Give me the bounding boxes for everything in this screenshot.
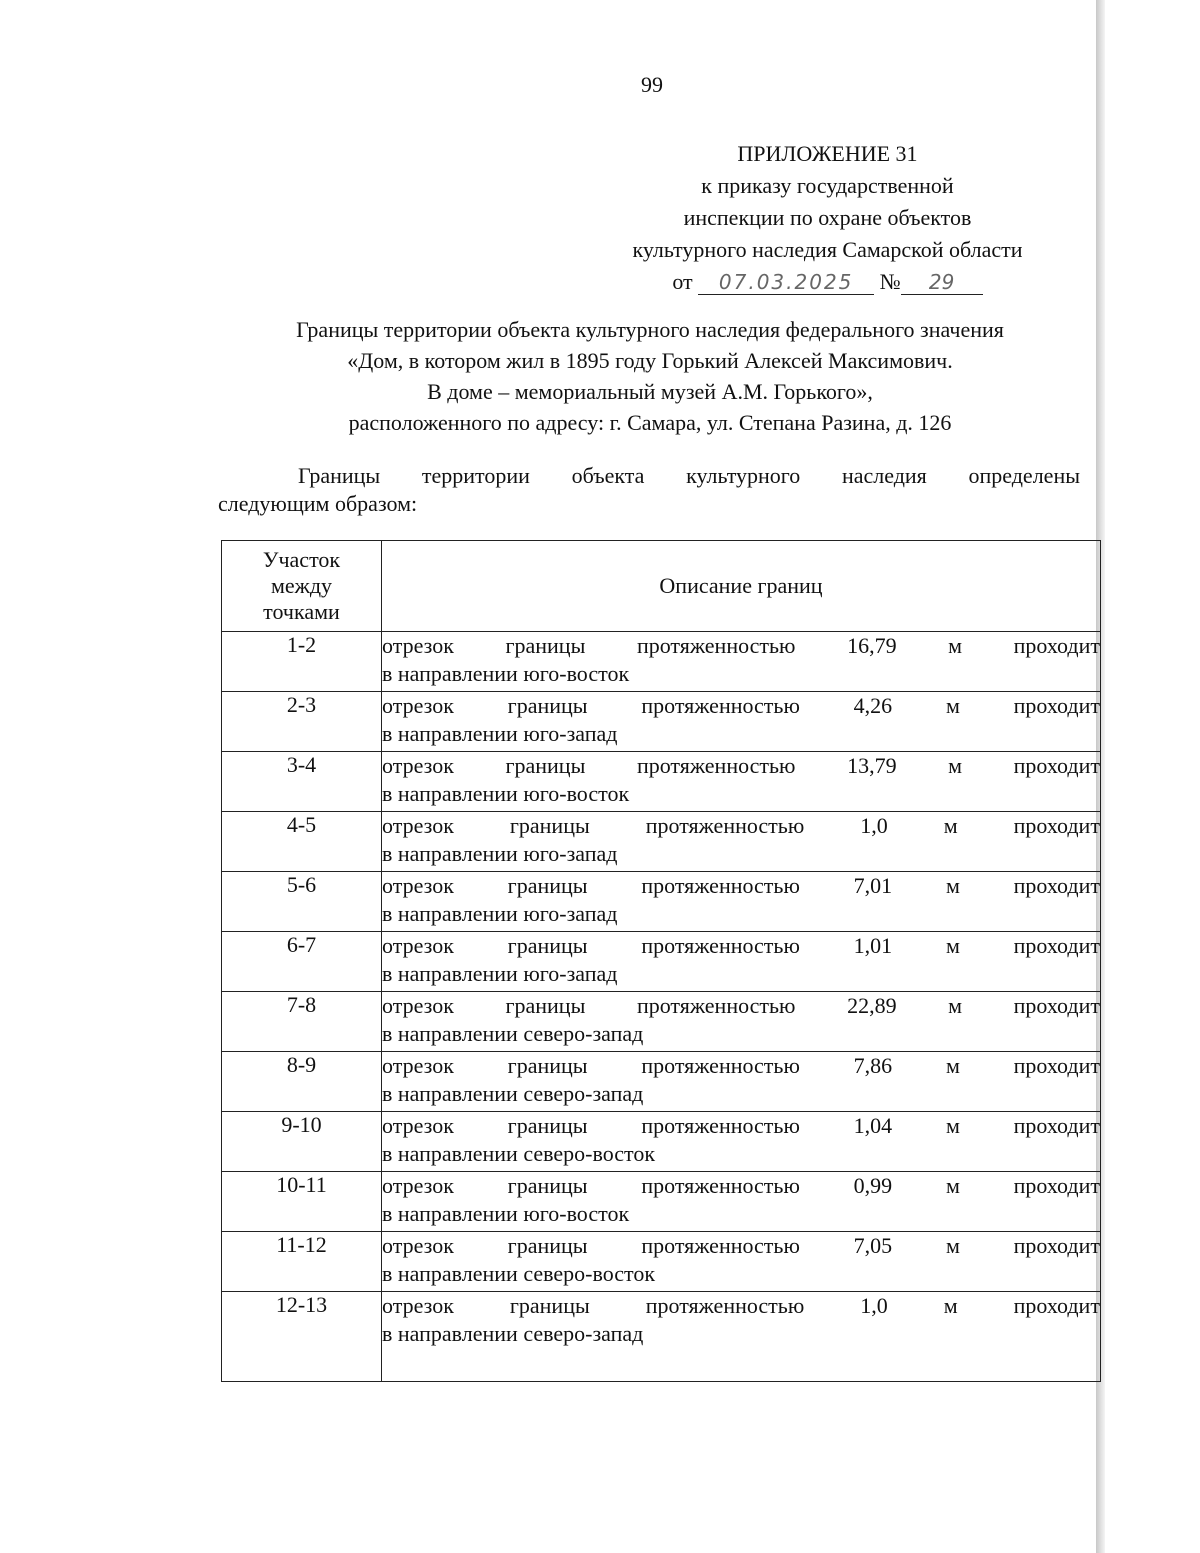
length-unit: м (945, 1113, 960, 1138)
direction-text: в направлении юго-запад (382, 841, 618, 866)
description-line-1 (382, 1292, 1100, 1320)
description-cell (382, 872, 1101, 932)
description-cell (382, 752, 1101, 812)
segment-cell: 11-12 (222, 1232, 382, 1292)
length-value: 1,0 (860, 813, 888, 838)
header-segment-line-2: между (270, 573, 333, 598)
direction-text: в направлении юго-запад (382, 721, 618, 746)
desc-word-border: границы (507, 1173, 588, 1198)
table-row (222, 632, 1101, 692)
desc-word-border: границы (507, 1113, 588, 1138)
title-line-3: В доме – мемориальный музей А.М. Горького», (427, 379, 873, 404)
desc-word-border: границы (507, 1233, 588, 1258)
length-unit: м (943, 813, 958, 838)
description-line-1 (382, 1112, 1100, 1140)
direction-text: в направлении северо-восток (382, 1261, 656, 1286)
description-line-1 (382, 992, 1100, 1020)
header-segment-line-1: Участок (262, 547, 341, 572)
direction-text: в направлении северо-запад (382, 1021, 644, 1046)
desc-word-segment: отрезок (382, 993, 454, 1018)
desc-word-segment: отрезок (382, 1173, 454, 1198)
table-row (222, 1052, 1101, 1112)
appendix-line-1: к приказу государственной (701, 173, 954, 198)
desc-word-length: протяженностью (636, 993, 796, 1018)
desc-word-passes: проходит (1013, 1053, 1100, 1078)
title-line-1: Границы территории объекта культурного наследия федерального значения (296, 317, 1004, 342)
description-line-1 (382, 932, 1100, 960)
appendix-line-3: культурного наследия Самарской области (632, 237, 1023, 262)
document-title (200, 314, 1100, 438)
length-value: 13,79 (847, 753, 897, 778)
intro-line-1: Границы территории объекта культурного наследия определены (298, 463, 1080, 488)
appendix-line-2: инспекции по охране объектов (683, 205, 972, 230)
length-value: 4,26 (853, 693, 893, 718)
desc-word-passes: проходит (1013, 1113, 1100, 1138)
order-date-line (590, 266, 1065, 298)
table-row (222, 992, 1101, 1052)
length-unit: м (945, 873, 960, 898)
description-cell (382, 932, 1101, 992)
length-unit: м (945, 693, 960, 718)
length-value: 1,04 (853, 1113, 893, 1138)
header-description: Описание границ (382, 541, 1101, 632)
description-cell (382, 1052, 1101, 1112)
title-line-4: расположенного по адресу: г. Самара, ул. Степана Разина, д. 126 (348, 410, 952, 435)
description-cell (382, 1172, 1101, 1232)
desc-word-passes: проходит (1013, 813, 1100, 838)
table-row (222, 872, 1101, 932)
desc-word-length: протяженностью (636, 753, 796, 778)
desc-word-segment: отрезок (382, 753, 454, 778)
desc-word-segment: отрезок (382, 693, 454, 718)
table-row (222, 1232, 1101, 1292)
desc-word-segment: отрезок (382, 1233, 454, 1258)
description-cell (382, 812, 1101, 872)
desc-word-border: границы (507, 873, 588, 898)
length-unit: м (945, 1173, 960, 1198)
length-unit: м (948, 993, 963, 1018)
header-segment-line-3: точками (263, 599, 340, 624)
table-row (222, 1292, 1101, 1382)
length-value: 7,01 (853, 873, 893, 898)
desc-word-border: границы (509, 1293, 590, 1318)
description-line-1 (382, 632, 1100, 660)
description-line-1 (382, 1232, 1100, 1260)
segment-cell: 10-11 (222, 1172, 382, 1232)
description-line-1 (382, 1172, 1100, 1200)
direction-text: в направлении северо-запад (382, 1321, 644, 1346)
boundary-table (221, 540, 1101, 1382)
desc-word-border: границы (505, 993, 586, 1018)
direction-text: в направлении юго-восток (382, 661, 630, 686)
number-prefix: № (879, 269, 901, 294)
desc-word-length: протяженностью (641, 1113, 800, 1138)
description-cell (382, 692, 1101, 752)
desc-word-passes: проходит (1013, 1173, 1100, 1198)
description-line-1 (382, 812, 1100, 840)
description-cell (382, 1232, 1101, 1292)
date-prefix: от (672, 269, 693, 294)
direction-text: в направлении юго-запад (382, 961, 618, 986)
desc-word-passes: проходит (1013, 993, 1100, 1018)
length-unit: м (945, 1053, 960, 1078)
desc-word-passes: проходит (1013, 1293, 1100, 1318)
desc-word-segment: отрезок (382, 1293, 454, 1318)
desc-word-border: границы (507, 933, 588, 958)
length-unit: м (948, 633, 963, 658)
length-unit: м (943, 1293, 958, 1318)
appendix-header (590, 138, 1065, 298)
page-number: 99 (641, 72, 663, 97)
segment-cell: 4-5 (222, 812, 382, 872)
direction-text: в направлении юго-восток (382, 1201, 630, 1226)
description-line-1 (382, 872, 1100, 900)
appendix-title: ПРИЛОЖЕНИЕ 31 (737, 141, 918, 166)
length-unit: м (945, 933, 960, 958)
desc-word-passes: проходит (1013, 1233, 1100, 1258)
desc-word-border: границы (507, 693, 588, 718)
table-header-row (222, 541, 1101, 632)
title-line-2: «Дом, в котором жил в 1895 году Горький Алексей Максимович. (347, 348, 953, 373)
segment-cell: 7-8 (222, 992, 382, 1052)
segment-cell: 9-10 (222, 1112, 382, 1172)
desc-word-segment: отрезок (382, 633, 454, 658)
direction-text: в направлении юго-запад (382, 901, 618, 926)
desc-word-segment: отрезок (382, 813, 454, 838)
table-row (222, 812, 1101, 872)
length-unit: м (948, 753, 963, 778)
desc-word-border: границы (505, 633, 586, 658)
desc-word-passes: проходит (1013, 753, 1100, 778)
desc-word-segment: отрезок (382, 873, 454, 898)
segment-cell: 8-9 (222, 1052, 382, 1112)
desc-word-segment: отрезок (382, 1053, 454, 1078)
length-value: 1,0 (860, 1293, 888, 1318)
desc-word-passes: проходит (1013, 633, 1100, 658)
desc-word-length: протяженностью (641, 693, 800, 718)
direction-text: в направлении юго-восток (382, 781, 630, 806)
desc-word-length: протяженностью (645, 813, 805, 838)
segment-cell: 3-4 (222, 752, 382, 812)
length-value: 22,89 (847, 993, 897, 1018)
table-row (222, 692, 1101, 752)
segment-cell: 5-6 (222, 872, 382, 932)
desc-word-length: протяженностью (641, 1173, 800, 1198)
desc-word-border: границы (507, 1053, 588, 1078)
desc-word-segment: отрезок (382, 933, 454, 958)
description-cell (382, 1112, 1101, 1172)
intro-paragraph (218, 462, 1080, 518)
desc-word-length: протяженностью (636, 633, 796, 658)
description-line-1 (382, 752, 1100, 780)
header-segment (222, 541, 382, 632)
desc-word-passes: проходит (1013, 933, 1100, 958)
length-value: 1,01 (853, 933, 893, 958)
segment-cell: 2-3 (222, 692, 382, 752)
desc-word-passes: проходит (1013, 873, 1100, 898)
segment-cell: 1-2 (222, 632, 382, 692)
length-value: 16,79 (847, 633, 897, 658)
handwritten-date: 07.03.2025 (698, 270, 874, 295)
description-cell (382, 992, 1101, 1052)
table-row (222, 1112, 1101, 1172)
desc-word-length: протяженностью (645, 1293, 805, 1318)
description-cell (382, 1292, 1101, 1382)
desc-word-length: протяженностью (641, 1233, 800, 1258)
desc-word-length: протяженностью (641, 933, 800, 958)
description-line-1 (382, 1052, 1100, 1080)
intro-line-2: следующим образом: (218, 491, 418, 516)
desc-word-passes: проходит (1013, 693, 1100, 718)
table-row (222, 752, 1101, 812)
desc-word-length: протяженностью (641, 873, 800, 898)
direction-text: в направлении северо-восток (382, 1141, 656, 1166)
segment-cell: 6-7 (222, 932, 382, 992)
table-row (222, 932, 1101, 992)
length-value: 7,86 (853, 1053, 893, 1078)
desc-word-length: протяженностью (641, 1053, 800, 1078)
desc-word-segment: отрезок (382, 1113, 454, 1138)
segment-cell: 12-13 (222, 1292, 382, 1382)
length-value: 7,05 (853, 1233, 893, 1258)
length-value: 0,99 (853, 1173, 893, 1198)
direction-text: в направлении северо-запад (382, 1081, 644, 1106)
desc-word-border: границы (505, 753, 586, 778)
description-line-1 (382, 692, 1100, 720)
length-unit: м (945, 1233, 960, 1258)
desc-word-border: границы (509, 813, 590, 838)
table-row (222, 1172, 1101, 1232)
description-cell (382, 632, 1101, 692)
handwritten-number: 29 (901, 270, 983, 295)
